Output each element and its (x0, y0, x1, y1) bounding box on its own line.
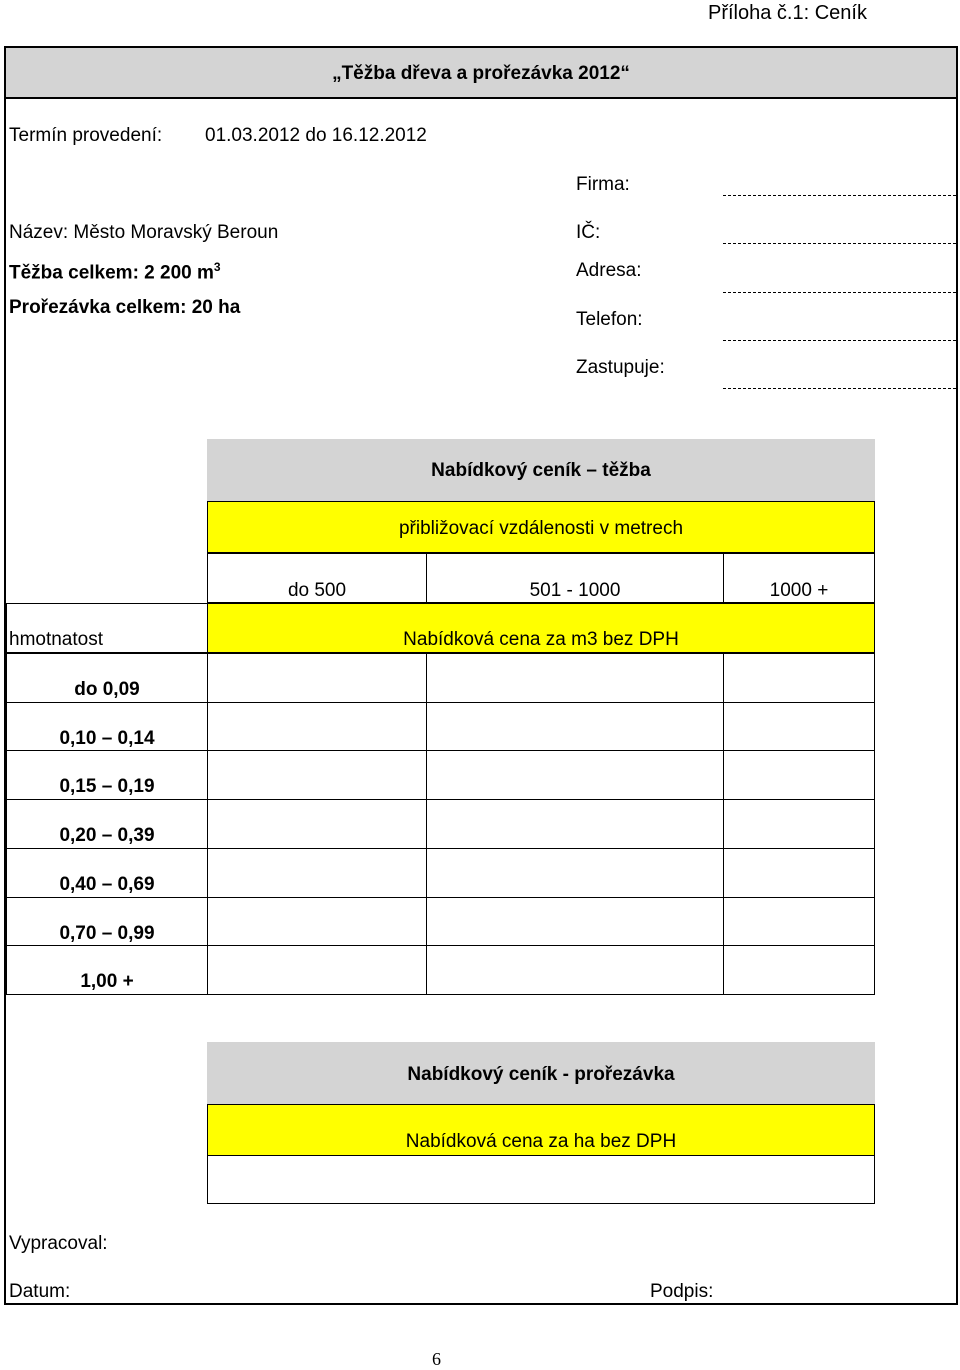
owner-name: Název: Město Moravský Beroun (9, 222, 279, 243)
field-address-label: Adresa: (576, 260, 642, 281)
price-input-cell[interactable] (207, 799, 427, 849)
price-input-cell[interactable] (207, 702, 427, 751)
prepared-by-label: Vypracoval: (9, 1233, 108, 1254)
price-input-cell[interactable] (207, 750, 427, 800)
price-input-cell[interactable] (426, 848, 724, 898)
distance-label-1: do 500 (287, 580, 347, 601)
mass-row-label: 1,00 + (80, 971, 134, 992)
table1-header: Nabídkový ceník – těžba (431, 460, 651, 481)
frame-right (956, 46, 958, 1304)
price-input-cell[interactable] (426, 897, 724, 946)
price-input-cell[interactable] (207, 848, 427, 898)
harvest-total: Těžba celkem: 2 200 $m^3$ (9, 260, 221, 284)
table2-header: Nabídkový ceník - prořezávka (407, 1064, 675, 1085)
field-company-label: Firma: (576, 174, 630, 195)
field-representative-label: Zastupuje: (576, 357, 665, 378)
page-title: „Těžba dřeva a prořezávka 2012“ (332, 63, 630, 84)
field-ico-label: IČ: (576, 222, 601, 243)
mass-row-label: 0,70 – 0,99 (59, 923, 155, 944)
price-input-cell[interactable] (723, 945, 875, 995)
price-input-cell[interactable] (723, 653, 875, 703)
attachment-label: Příloha č.1: Ceník (708, 2, 867, 24)
term-value: 01.03.2012 do 16.12.2012 (205, 125, 427, 146)
price-input-cell[interactable] (426, 653, 724, 703)
distance-label-2: 501 - 1000 (529, 580, 621, 601)
price-input-cell[interactable] (207, 653, 427, 703)
mass-row-label: 0,15 – 0,19 (59, 776, 155, 797)
price-input-cell[interactable] (723, 702, 875, 751)
table1-subheader: přibližovací vzdálenosti v metrech (398, 518, 684, 539)
field-ico-line[interactable] (723, 243, 956, 244)
field-phone-line[interactable] (723, 340, 956, 341)
date-label: Datum: (9, 1281, 71, 1302)
price-input-cell[interactable] (723, 848, 875, 898)
distance-label-3: 1000 + (769, 580, 829, 601)
thinning-total: Prořezávka celkem: 20 ha (9, 297, 241, 318)
price-input-cell[interactable] (207, 897, 427, 946)
frame-bottom (4, 1303, 958, 1305)
mass-label: hmotnatost (9, 629, 103, 650)
field-address-line[interactable] (723, 292, 956, 293)
field-company-line[interactable] (723, 195, 956, 196)
signature-label: Podpis: (650, 1281, 714, 1302)
price-input-cell[interactable] (723, 897, 875, 946)
table2-subheader: Nabídková cena za ha bez DPH (405, 1131, 677, 1152)
page-number: 6 (432, 1349, 441, 1369)
price-input-cell[interactable] (207, 945, 427, 995)
mass-row-label: 0,40 – 0,69 (59, 874, 155, 895)
price-label: Nabídková cena za m3 bez DPH (403, 629, 679, 650)
field-representative-line[interactable] (723, 388, 956, 389)
mass-row-label: do 0,09 (74, 679, 140, 700)
term-label: Termín provedení: (9, 125, 163, 146)
field-phone-label: Telefon: (576, 309, 643, 330)
thinning-price-cell[interactable] (207, 1155, 875, 1204)
price-input-cell[interactable] (426, 945, 724, 995)
title-divider (4, 97, 958, 99)
price-input-cell[interactable] (426, 799, 724, 849)
price-input-cell[interactable] (426, 702, 724, 751)
price-input-cell[interactable] (723, 799, 875, 849)
price-input-cell[interactable] (426, 750, 724, 800)
mass-row-label: 0,20 – 0,39 (59, 825, 155, 846)
mass-row-label: 0,10 – 0,14 (59, 728, 155, 749)
price-input-cell[interactable] (723, 750, 875, 800)
